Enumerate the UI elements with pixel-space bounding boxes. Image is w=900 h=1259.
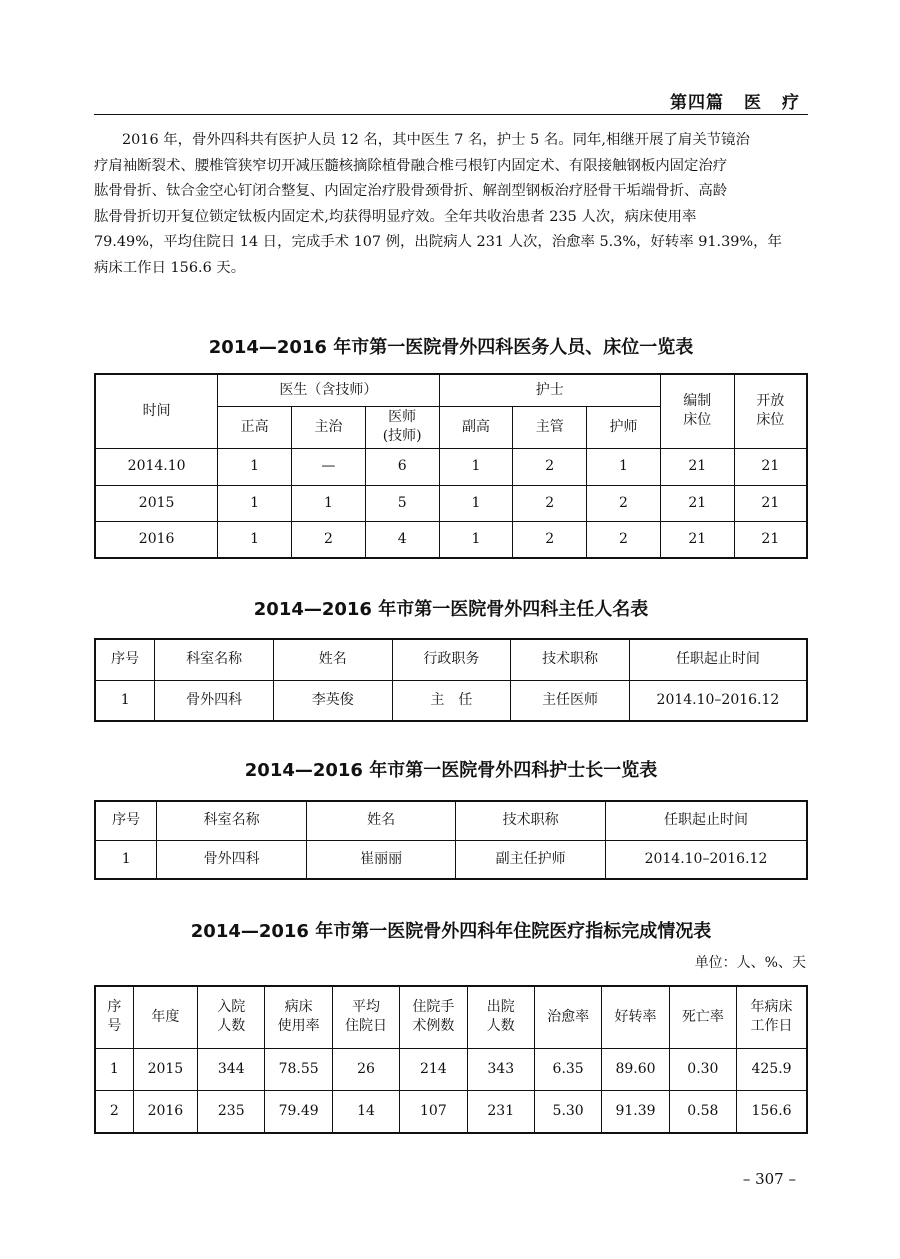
cell: 1 (439, 521, 513, 558)
header-cell: 姓名 (306, 801, 456, 840)
table1-title: 2014—2016 年市第一医院骨外四科医务人员、床位一览表 (208, 337, 694, 358)
header-doctor: 医生（含技师） (218, 374, 439, 406)
cell: — (292, 448, 366, 485)
header-cell: 序号 (95, 801, 157, 840)
cell: 6.35 (534, 1048, 601, 1090)
header-text: 病床 (284, 999, 313, 1016)
cell: 2014.10–2016.12 (605, 840, 807, 879)
header-text: 工作日 (750, 1018, 793, 1035)
header-text: 人数 (486, 1018, 515, 1035)
cell: 1 (95, 680, 155, 721)
header-text: 住院日 (345, 1018, 387, 1035)
header-text: 住院手 (412, 999, 455, 1016)
table-row (95, 1090, 807, 1133)
header-open-beds (734, 374, 807, 448)
cell: 0.30 (669, 1048, 736, 1090)
section-title-part: 疗 (782, 93, 800, 113)
cell: 1 (218, 485, 292, 521)
cell: 崔丽丽 (306, 840, 456, 879)
header-nurse-practitioner: 护师 (587, 406, 661, 448)
header-cell (198, 986, 265, 1048)
cell: 21 (660, 448, 734, 485)
header-cell (265, 986, 332, 1048)
header-text: 平均 (352, 999, 380, 1016)
cell: 1 (95, 1048, 133, 1090)
cell: 425.9 (737, 1048, 807, 1090)
cell: 2 (513, 485, 587, 521)
table-row (95, 1048, 807, 1090)
table2-title: 2014—2016 年市第一医院骨外四科主任人名表 (253, 599, 649, 620)
cell: 156.6 (737, 1090, 807, 1133)
header-text: 使用率 (277, 1018, 320, 1035)
header-cell: 行政职务 (392, 639, 511, 680)
header-cell: 年度 (133, 986, 197, 1048)
page-header (94, 84, 808, 115)
cell: 79.49 (265, 1090, 332, 1133)
table-row (95, 840, 807, 879)
table3-title: 2014—2016 年市第一医院骨外四科护士长一览表 (244, 760, 658, 781)
cell: 2015 (133, 1048, 197, 1090)
header-text: 术例数 (412, 1018, 455, 1035)
cell: 2 (95, 1090, 133, 1133)
cell: 2 (292, 521, 366, 558)
header-text: 床位 (756, 412, 785, 429)
table-row (95, 485, 807, 521)
cell: 2 (587, 521, 661, 558)
cell: 21 (734, 485, 807, 521)
header-cell: 治愈率 (534, 986, 601, 1048)
director-table (94, 638, 808, 722)
header-text: 开放 (756, 393, 785, 410)
section-title (670, 88, 800, 113)
header-cell: 技术职称 (456, 801, 606, 840)
header-cell (467, 986, 534, 1048)
cell: 231 (467, 1090, 534, 1133)
header-cell: 任职起止时间 (629, 639, 807, 680)
cell: 2016 (95, 521, 218, 558)
section-title-part: 医 (744, 93, 762, 113)
cell: 21 (734, 448, 807, 485)
header-cell: 科室名称 (157, 801, 307, 840)
inpatient-indicator-table (94, 985, 808, 1134)
header-text: 编制 (683, 393, 712, 410)
table-row (95, 448, 807, 485)
header-cell: 任职起止时间 (605, 801, 807, 840)
header-cell: 好转率 (602, 986, 669, 1048)
cell: 344 (198, 1048, 265, 1090)
page-number: – 307 – (742, 1170, 796, 1188)
header-time: 时间 (95, 374, 218, 448)
cell: 78.55 (265, 1048, 332, 1090)
header-cell (332, 986, 399, 1048)
cell: 21 (660, 521, 734, 558)
table-row (95, 680, 807, 721)
table-row (95, 521, 807, 558)
cell: 214 (400, 1048, 467, 1090)
cell: 4 (365, 521, 439, 558)
unit-label: 单位：人、%、天 (694, 955, 806, 971)
cell: 5 (365, 485, 439, 521)
cell: 李英俊 (273, 680, 392, 721)
table4-title: 2014—2016 年市第一医院骨外四科年住院医疗指标完成情况表 (190, 921, 712, 942)
cell: 副主任护师 (456, 840, 606, 879)
header-cell: 死亡率 (669, 986, 736, 1048)
header-cell (400, 986, 467, 1048)
cell: 1 (587, 448, 661, 485)
header-associate-senior: 副高 (439, 406, 513, 448)
cell: 主 任 (392, 680, 511, 721)
header-senior: 正高 (218, 406, 292, 448)
head-nurse-table (94, 800, 808, 880)
cell: 主任医师 (511, 680, 630, 721)
header-text: 入院 (217, 999, 246, 1016)
header-attending: 主治 (292, 406, 366, 448)
body-paragraph (94, 128, 808, 281)
cell: 2014.10 (95, 448, 218, 485)
paragraph-line: 2016 年，骨外四科共有医护人员 12 名，其中医生 7 名，护士 5 名。同年,相继开展了肩关节镜治 (122, 132, 750, 148)
header-text: 人数 (217, 1018, 246, 1035)
header-text: 出院 (486, 999, 515, 1016)
header-supervisor: 主管 (513, 406, 587, 448)
cell: 21 (660, 485, 734, 521)
cell: 91.39 (602, 1090, 669, 1133)
cell: 14 (332, 1090, 399, 1133)
table-header-row (95, 986, 807, 1048)
header-text: 年病床 (750, 999, 793, 1016)
cell: 1 (218, 521, 292, 558)
header-cell: 姓名 (273, 639, 392, 680)
cell: 2 (513, 448, 587, 485)
cell: 骨外四科 (157, 840, 307, 879)
cell: 1 (218, 448, 292, 485)
header-cell: 技术职称 (511, 639, 630, 680)
header-text: 床位 (683, 412, 712, 429)
header-text: 序 (107, 999, 122, 1016)
header-nurse: 护士 (439, 374, 660, 406)
header-physician (365, 406, 439, 448)
cell: 21 (734, 521, 807, 558)
cell: 2 (513, 521, 587, 558)
table-header-row (95, 639, 807, 680)
paragraph-line: 病床工作日 156.6 天。 (94, 259, 246, 276)
header-planned-beds (660, 374, 734, 448)
table-header-row (95, 801, 807, 840)
cell: 0.58 (669, 1090, 736, 1133)
cell: 1 (439, 448, 513, 485)
cell: 2015 (95, 485, 218, 521)
cell: 343 (467, 1048, 534, 1090)
cell: 89.60 (602, 1048, 669, 1090)
header-text: 医师 (388, 409, 417, 425)
paragraph-line: 肱骨骨折切开复位锁定钛板内固定术,均获得明显疗效。全年共收治患者 235 人次，病床使用率 (94, 208, 697, 225)
cell: 5.30 (534, 1090, 601, 1133)
cell: 1 (292, 485, 366, 521)
staff-bed-table (94, 373, 808, 559)
cell: 2014.10–2016.12 (629, 680, 807, 721)
cell: 2 (587, 485, 661, 521)
cell: 1 (439, 485, 513, 521)
header-text: 号 (107, 1018, 122, 1035)
header-cell (95, 986, 133, 1048)
header-text: (技师) (382, 428, 422, 444)
header-cell (737, 986, 807, 1048)
cell: 1 (95, 840, 157, 879)
paragraph-line: 79.49%，平均住院日 14 日，完成手术 107 例，出院病人 231 人次，治愈率 5.3%，好转率 91.39%，年 (94, 234, 782, 250)
cell: 6 (365, 448, 439, 485)
paragraph-line: 疗肩袖断裂术、腰椎管狭窄切开减压髓核摘除植骨融合椎弓根钉内固定术、有限接触钢板内固定治疗 (94, 157, 728, 174)
header-cell: 科室名称 (155, 639, 274, 680)
cell: 26 (332, 1048, 399, 1090)
cell: 2016 (133, 1090, 197, 1133)
cell: 235 (198, 1090, 265, 1133)
cell: 骨外四科 (155, 680, 274, 721)
section-title-part: 第四篇 (670, 93, 724, 113)
header-cell: 序号 (95, 639, 155, 680)
cell: 107 (400, 1090, 467, 1133)
paragraph-line: 肱骨骨折、钛合金空心钉闭合整复、内固定治疗股骨颈骨折、解剖型钢板治疗胫骨干垢端骨折、高龄 (94, 183, 728, 199)
